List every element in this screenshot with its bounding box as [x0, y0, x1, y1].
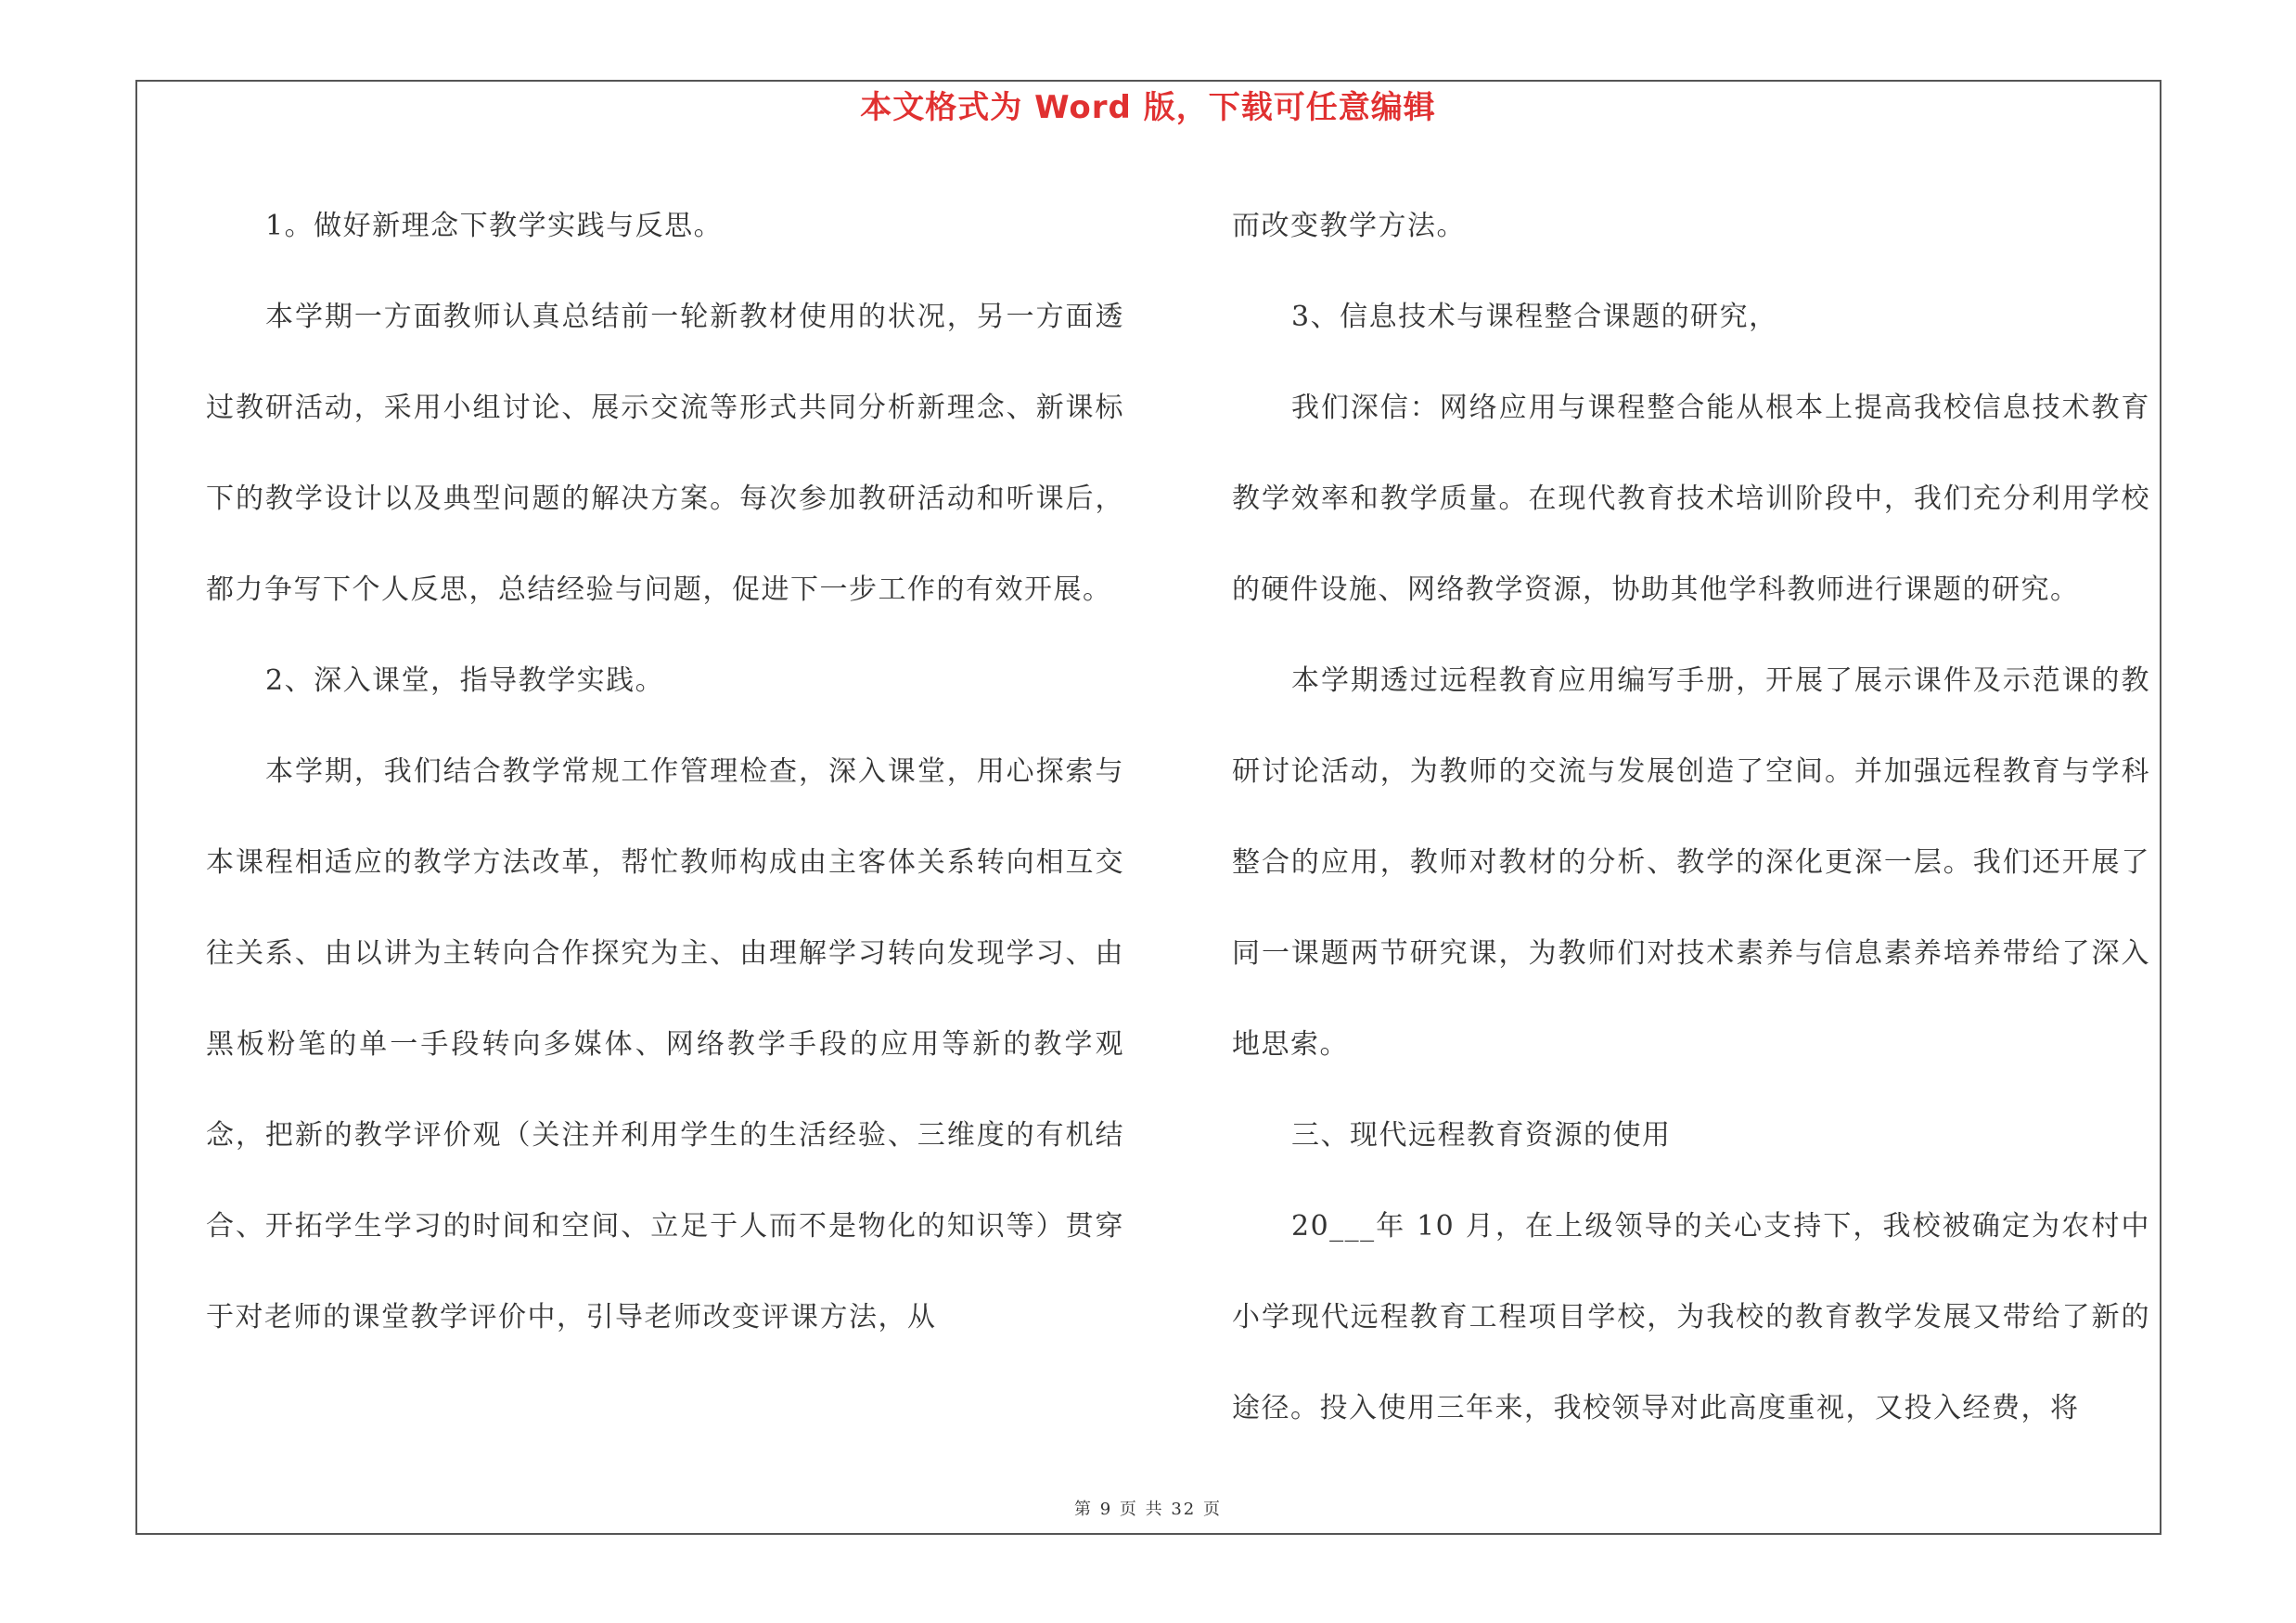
- paragraph-reflection: 本学期一方面教师认真总结前一轮新教材使用的状况，另一方面透过教研活动，采用小组讨论、展示交流等形式共同分析新理念、新课标下的教学设计以及典型问题的解决方案。每次参加教研活动和听课后，都力争写下个人反思，总结经验与问题，促进下一步工作的有效开展。: [206, 301, 1124, 606]
- right-column: [1232, 181, 2150, 1454]
- format-banner: 本文格式为 Word 版，下载可任意编辑: [860, 89, 1436, 126]
- paragraph-classroom: 本学期，我们结合教学常规工作管理检查，深入课堂，用心探索与本课程相适应的教学方法改革，帮忙教师构成由主客体关系转向相互交往关系、由以讲为主转向合作探究为主、由理解学习转向发现学习、由黑板粉笔的单一手段转向多媒体、网络教学手段的应用等新的教学观念，把新的教学评价观（关注并利用学生的生活经验、三维度的有机结合、开拓学生学习的时间和空间、立足于人而不是物化的知识等）贯穿于对老师的课堂教学评价中，引导老师改变评课方法，从: [206, 755, 1124, 1333]
- paragraph-heading-1: 1。做好新理念下教学实践与反思。: [265, 210, 724, 242]
- paragraph-section-three: 三、现代远程教育资源的使用: [1291, 1119, 1672, 1152]
- paragraph-heading-3: 3、信息技术与课程整合课题的研究，: [1291, 301, 1778, 333]
- paragraph-heading-2: 2、深入课堂，指导教学实践。: [265, 664, 665, 697]
- paragraph-remote-education: 本学期透过远程教育应用编写手册，开展了展示课件及示范课的教研讨论活动，为教师的交流与发展创造了空间。并加强远程教育与学科整合的应用，教师对教材的分析、教学的深化更深一层。我们还开展了同一课题两节研究课，为教师们对技术素养与信息素养培养带给了深入地思索。: [1232, 664, 2150, 1061]
- page-number: 第 9 页 共 32 页: [1074, 1500, 1222, 1519]
- paragraph-project-school: 20___年 10 月，在上级领导的关心支持下，我校被确定为农村中小学现代远程教育工程项目学校，为我校的教育教学发展又带给了新的途径。投入使用三年来，我校领导对此高度重视，又投入经费，将: [1232, 1210, 2150, 1424]
- left-column: [206, 181, 1124, 1363]
- paragraph-network: 我们深信：网络应用与课程整合能从根本上提高我校信息技术教育教学效率和教学质量。在现代教育技术培训阶段中，我们充分利用学校的硬件设施、网络教学资源，协助其他学科教师进行课题的研究。: [1232, 392, 2150, 606]
- paragraph-continuation: 而改变教学方法。: [1232, 210, 1466, 242]
